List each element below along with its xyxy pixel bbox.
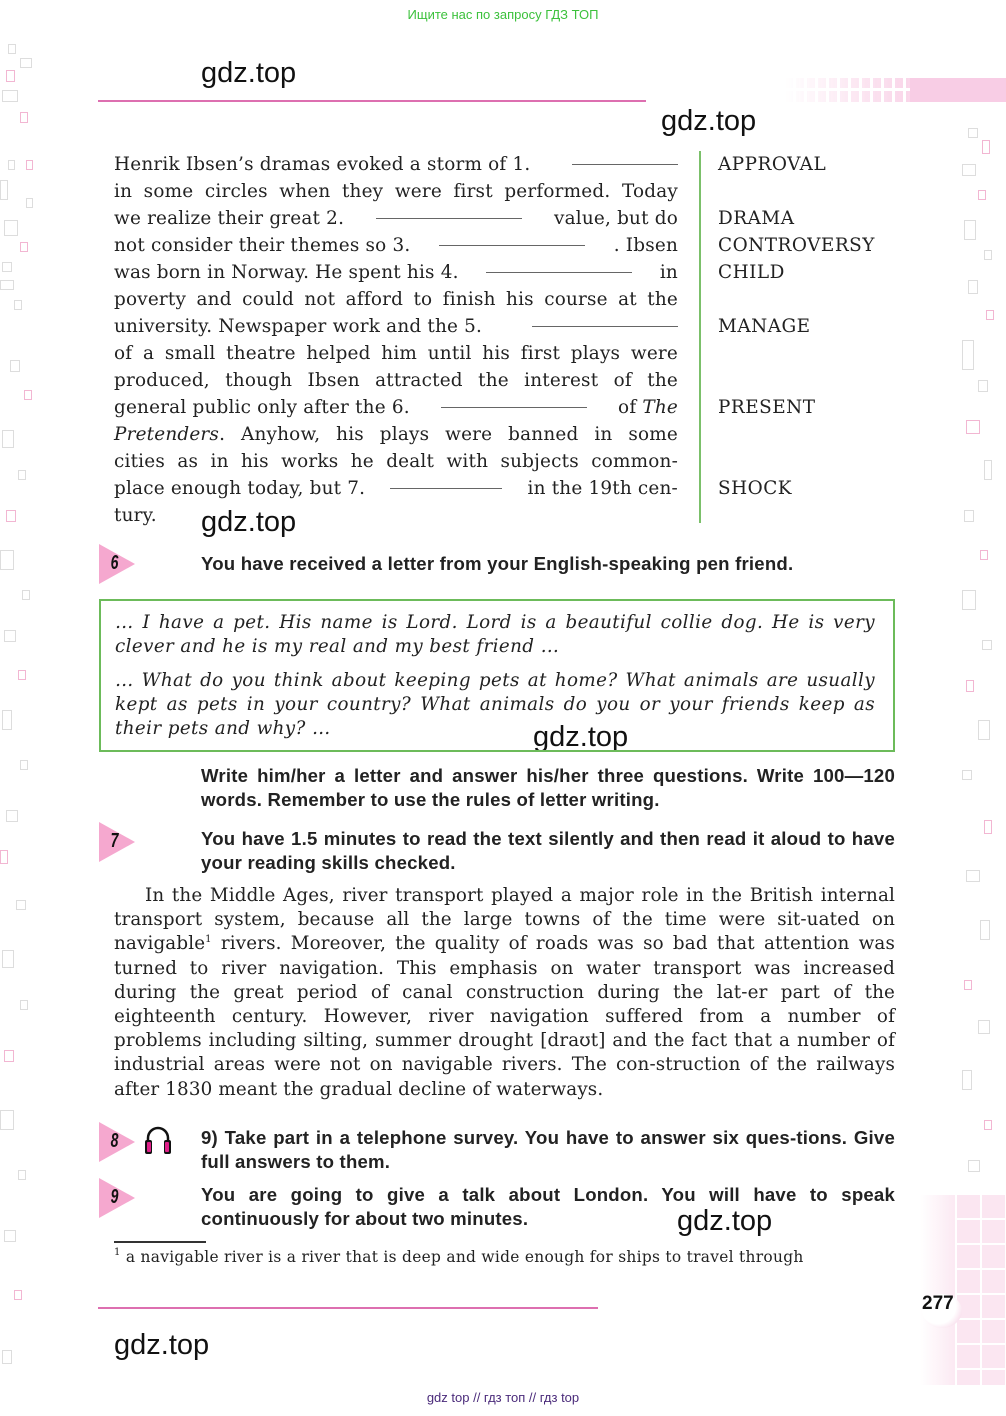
answer-blank-1[interactable] <box>572 164 678 165</box>
task-number-8: 8 <box>99 1122 135 1162</box>
reading-text: In the Middle Ages, river transport played a major role in the British internal transport system, because all the large towns of the time were sit-uated on navigable$^1$ rivers. Moreover, the quality of roads was so bad that attention was turned to river navigation. This emphasis on water transport was increased during the great period of canal construction during the lat-er part of the eighteenth century. However, river navigation suffered from a number of problems including silting, summer drought [draʊt] and the fact that a number of industrial areas were not on navigable rivers. The con-struction of the railways after 1830 meant the gradual decline of waterways. <box>114 885 895 1100</box>
watermark: gdz.top <box>201 57 297 89</box>
word-shock: SHOCK <box>718 478 793 499</box>
answer-blank-3[interactable] <box>439 245 585 246</box>
task-9-instruction: You are going to give a talk about London. You will have to speak continuously for about two minutes. <box>201 1184 895 1229</box>
answer-blank-5[interactable] <box>532 326 678 327</box>
answer-blank-2[interactable] <box>376 218 522 219</box>
word-controversy: CONTROVERSY <box>718 235 875 256</box>
headphones-icon <box>143 1124 173 1156</box>
answer-blank-7[interactable] <box>390 488 502 489</box>
word-manage: MANAGE <box>718 316 811 337</box>
decorative-squares-right <box>958 120 1006 1190</box>
watermark: gdz.top <box>677 1205 773 1237</box>
text-line: not consider their themes so 3. . Ibsen <box>114 235 678 256</box>
watermark: gdz.top <box>114 1329 210 1361</box>
text-line: university. Newspaper work and the 5. <box>114 313 678 340</box>
task-7-instruction: You have 1.5 minutes to read the text silently and then read it aloud to have your reading skills checked. <box>201 828 895 873</box>
decorative-squares-left <box>0 30 48 1380</box>
page-number: 277 <box>918 1290 964 1330</box>
search-banner: Ищите нас по запросу ГДЗ ТОП <box>407 7 599 22</box>
word-approval: APPROVAL <box>718 154 827 175</box>
letter-paragraph-1: … I have a pet. His name is Lord. Lord is a beautiful collie dog. He is very clever and he is my real and my best friend … <box>115 612 875 657</box>
text-line: tury. <box>114 505 157 526</box>
footnote-rule <box>114 1241 206 1243</box>
footer-rule <box>98 1307 598 1309</box>
footnote: $^1$ a navigable river is a river that is deep and wide enough for ships to travel through <box>114 1247 804 1266</box>
task-6-writing-instruction: Write him/her a letter and answer his/her three questions. Write 100—120 words. Remember to use the rules of letter writing. <box>201 765 895 810</box>
pen-friend-letter <box>99 599 895 752</box>
text-line: produced, though Ibsen attracted the interest of the <box>114 370 678 391</box>
watermark: gdz.top <box>661 105 757 137</box>
word-formation-text <box>114 151 678 529</box>
footer-banner: gdz top // гдз топ // гдз top <box>426 1390 580 1405</box>
text-line: Pretenders . Anyhow, his plays were banned in some <box>114 424 678 445</box>
decorative-pink-stripe <box>785 78 1006 102</box>
text-line: general public only after the 6. of The <box>114 397 678 418</box>
header-rule <box>98 100 646 102</box>
task-number-9: 9 <box>99 1178 135 1218</box>
word-present: PRESENT <box>718 397 816 418</box>
task-number-7: 7 <box>99 822 135 862</box>
task-6-instruction: You have received a letter from your English-speaking pen friend. <box>201 553 794 574</box>
letter-paragraph-2: … What do you think about keeping pets at home? What animals are usually kept as pets in your country? What animals do you or your friends keep as their pets and why? … <box>115 670 875 739</box>
text-line: was born in Norway. He spent his 4. in <box>114 262 678 283</box>
text-line: place enough today, but 7. in the 19th cen- <box>114 478 678 499</box>
word-drama: DRAMA <box>718 208 795 229</box>
text-line: poverty and could not afford to finish his course at the <box>114 289 678 310</box>
word-column-divider <box>699 151 701 523</box>
watermark: gdz.top <box>201 506 297 538</box>
task-number-6: 6 <box>99 544 135 584</box>
text-line: we realize their great 2. value, but do <box>114 208 678 229</box>
text-line: cities as in his works he dealt with subjects common- <box>114 451 678 472</box>
watermark: gdz.top <box>533 721 629 753</box>
text-line: in some circles when they were first performed. Today <box>114 181 678 202</box>
text-line: Henrik Ibsen’s dramas evoked a storm of 1. <box>114 151 678 178</box>
task-8-instruction: 9) Take part in a telephone survey. You have to answer six ques-tions. Give full answers to them. <box>201 1127 895 1172</box>
text-line: of a small theatre helped him until his first plays were <box>114 343 678 364</box>
word-child: CHILD <box>718 262 785 283</box>
answer-blank-6[interactable] <box>441 407 587 408</box>
answer-blank-4[interactable] <box>486 272 632 273</box>
footnote-ref: 1 <box>205 934 212 946</box>
